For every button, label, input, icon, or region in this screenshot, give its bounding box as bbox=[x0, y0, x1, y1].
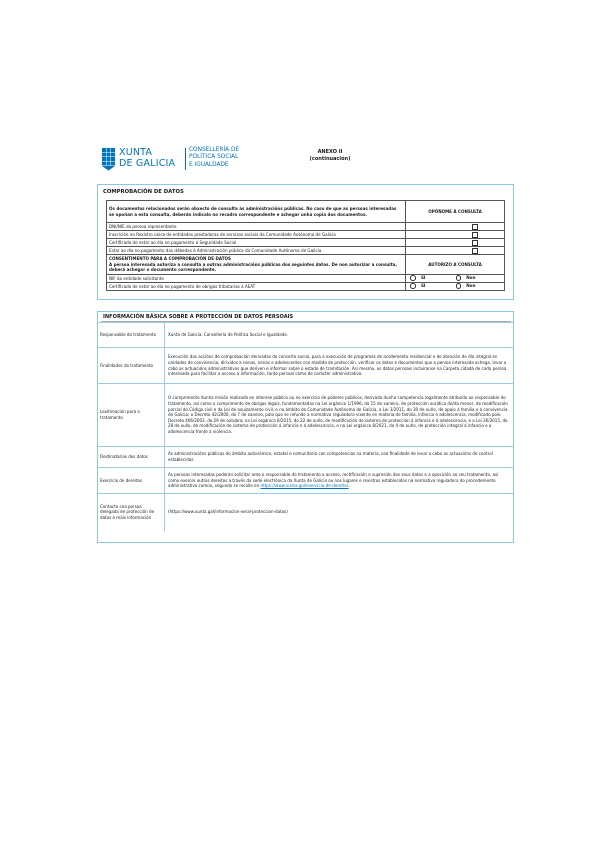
consent-text: A persoa interesada autoriza a consulta a outras administracións públicas dos seguintes datos. De non autorizar a consulta, deberá achegar o documento correspondente. bbox=[109, 261, 397, 273]
table-row bbox=[97, 323, 513, 348]
list-item: Certificado de estar ao día no pagamento á Seguridade Social bbox=[107, 239, 406, 247]
table-row bbox=[107, 275, 505, 283]
oppose-checkbox[interactable] bbox=[472, 232, 478, 238]
table-row bbox=[97, 384, 513, 447]
datos-persoais-table bbox=[97, 322, 513, 531]
row-text: Execución das accións de comprobación derivadas do concerto social, para a execución de programas de acollemento residencial e de atención de día integral en unidades de convivencia, dirixidos a nenos, nenas e adolescentes con medida de protección, verificar os datos e documentos que a persoa interesada achega, levar a cabo as actuacións administrativas que deriven e informar sobre o estado de tramitación. Así mesmo, os datos persoais incluiranse na Carpeta cidadá de cada persoa interesada para facilitar o acceso á información, tanto persoal como de carácter administrativo. bbox=[165, 348, 514, 384]
row-label: Destinatarias dos datos bbox=[97, 447, 165, 468]
table-row bbox=[107, 231, 505, 239]
annex-heading: ANEXO II (continuación) bbox=[309, 149, 351, 162]
row-label: Contacto coa persoa delegada de protección de datos e máis información bbox=[97, 494, 165, 531]
consent-yes-option[interactable]: SI bbox=[410, 283, 454, 289]
logo-wordmark: XUNTA DE GALICIA bbox=[119, 147, 176, 169]
table-row bbox=[107, 247, 505, 255]
datos-persoais-title: INFORMACIÓN BÁSICA SOBRE A PROTECCIÓN DE DATOS PERSOAIS bbox=[101, 312, 511, 322]
xunta-emblem-icon bbox=[101, 147, 116, 171]
radio-yes[interactable] bbox=[410, 283, 416, 289]
logo-divider bbox=[185, 148, 186, 170]
list-item: DNI/NIE da persoa representante bbox=[107, 223, 406, 231]
row-text: Xunta de Galicia. Consellería de Política Social e Igualdade. bbox=[165, 323, 514, 348]
row-label: Exercicio de dereitos bbox=[97, 468, 165, 494]
table-row bbox=[107, 239, 505, 247]
radio-yes[interactable] bbox=[410, 275, 416, 281]
oppose-checkbox[interactable] bbox=[472, 224, 478, 230]
comprobacion-intro: Os documentos relacionados serán obxecto de consulta ás administracións públicas. No caso de que as persoas interesadas se opoñan a esta consulta, deberán indicalo no recadro correspondente e achegar unha copia dos documentos. bbox=[109, 205, 397, 217]
opoñome-header: OPÓÑOME Á CONSULTA bbox=[428, 208, 482, 214]
oppose-checkbox[interactable] bbox=[472, 240, 478, 246]
logo-department: CONSELLERÍA DE POLÍTICA SOCIAL E IGUALDADE bbox=[189, 147, 240, 168]
row-label: Finalidades do tratamento bbox=[97, 348, 165, 384]
xunta-logo bbox=[101, 147, 251, 173]
row-label: Lexitimación para o tratamento bbox=[97, 384, 165, 447]
table-row bbox=[97, 494, 513, 531]
row-text: O cumprimento dunha misión realizada en interese público ou no exercicio de poderes públicos, derivada dunha competencia legalmente atribuída ao responsable do tratamento, así como o cumprimento de obrigas legais, fundamentadas na Lei orgánica 1/1996, do 15 de xaneiro, de protección xurídica do/da menor, de modificación parcial do Código civil e da Lei de axuizamento civil, e no ámbito da Comunidade Autónoma de Galicia, a Lei 3/2011, do 30 de xuño, de apoio á familia e á convivencia de Galicia; o Decreto 42/2000, do 7 de xaneiro, polo que se refunde a normativa reguladora vixente en materia de familia, infancia e adolescencia, modificado polo Decreto 406/2003, do 29 de outubro; na Lei orgánica 8/2015, do 22 de xullo, de modificación do sistema de protección á infancia e á adolescencia, e a Lei 26/2015, do 28 de xullo, de modificación do sistema de protección á infancia e á adolescencia, e na Lei orgánica 8/2021, do 4 de xuño, de protección integral á infancia e a adolescencia fronte á violencia. bbox=[165, 384, 514, 447]
consent-no-option[interactable]: Non bbox=[456, 283, 500, 289]
table-row bbox=[97, 348, 513, 384]
table-row bbox=[107, 255, 505, 275]
row-text: As persoas interesadas poderán solicitar ante o responsable do tratamento o acceso, rectificación e supresión dos seus datos e a oposición ao seu tratamento, así como exercer outros dereitos a través da sede electrónica da Xunta de Galicia ou nos lugares e rexistros establecidos na normativa reguladora do procedemento administrativo común, segundo se recolle en bbox=[168, 472, 499, 489]
table-row bbox=[107, 223, 505, 231]
autorizo-header: AUTORIZO A CONSULTA bbox=[428, 261, 482, 267]
table-row bbox=[97, 447, 513, 468]
table-row: Exercicio de dereitos As persoas interesadas poderán solicitar ante o responsable do tratamento o acceso, rectificación e supresión dos seus datos e a oposición ao seu tratamento, así como exercer outros dereitos a través da sede electrónica da Xunta de Galicia ou nos lugares e rexistros establecidos na normativa reguladora do procedemento administrativo común, segundo se recolle en https://www.xunta.gal/exercicio-de-dereitos. bbox=[97, 468, 513, 494]
list-item: Inscrición no Rexistro único de entidades prestadoras de servizos sociais da Comunidade Autónoma de Galicia bbox=[107, 231, 406, 239]
radio-no[interactable] bbox=[456, 275, 462, 281]
row-text[interactable]: (https://www.xunta.gal/informacion-xeral-proteccion-datos) bbox=[165, 494, 514, 531]
oppose-checkbox[interactable] bbox=[472, 248, 478, 254]
row-text: As administracións públicas do ámbito autonómico, estatal e comunitario con competencias na materia, coa finalidade de levar a cabo as actuacións de control establecidas. bbox=[165, 447, 514, 468]
table-row bbox=[107, 283, 505, 291]
dereitos-link[interactable]: https://www.xunta.gal/exercicio-de-dereitos bbox=[260, 483, 349, 489]
consent-title: CONSENTIMENTO PARA A COMPROBACIÓN DE DATOS bbox=[109, 256, 231, 262]
consent-no-option[interactable]: Non bbox=[456, 275, 500, 281]
list-item: Estar ao día no pagamento das débedas á Administración pública da Comunidade Autónoma de Galicia bbox=[107, 247, 406, 255]
comprobacion-table bbox=[106, 200, 505, 291]
table-row bbox=[107, 201, 505, 223]
list-item: Certificado de estar ao día no pagamento de obrigas tributarias á AEAT bbox=[107, 283, 406, 291]
consent-yes-option[interactable]: SI bbox=[410, 275, 454, 281]
comprobacion-title: COMPROBACIÓN DE DATOS bbox=[103, 189, 184, 195]
row-label: Responsable do tratamento bbox=[97, 323, 165, 348]
list-item: NIF da entidade solicitante bbox=[107, 275, 406, 283]
radio-no[interactable] bbox=[456, 283, 462, 289]
